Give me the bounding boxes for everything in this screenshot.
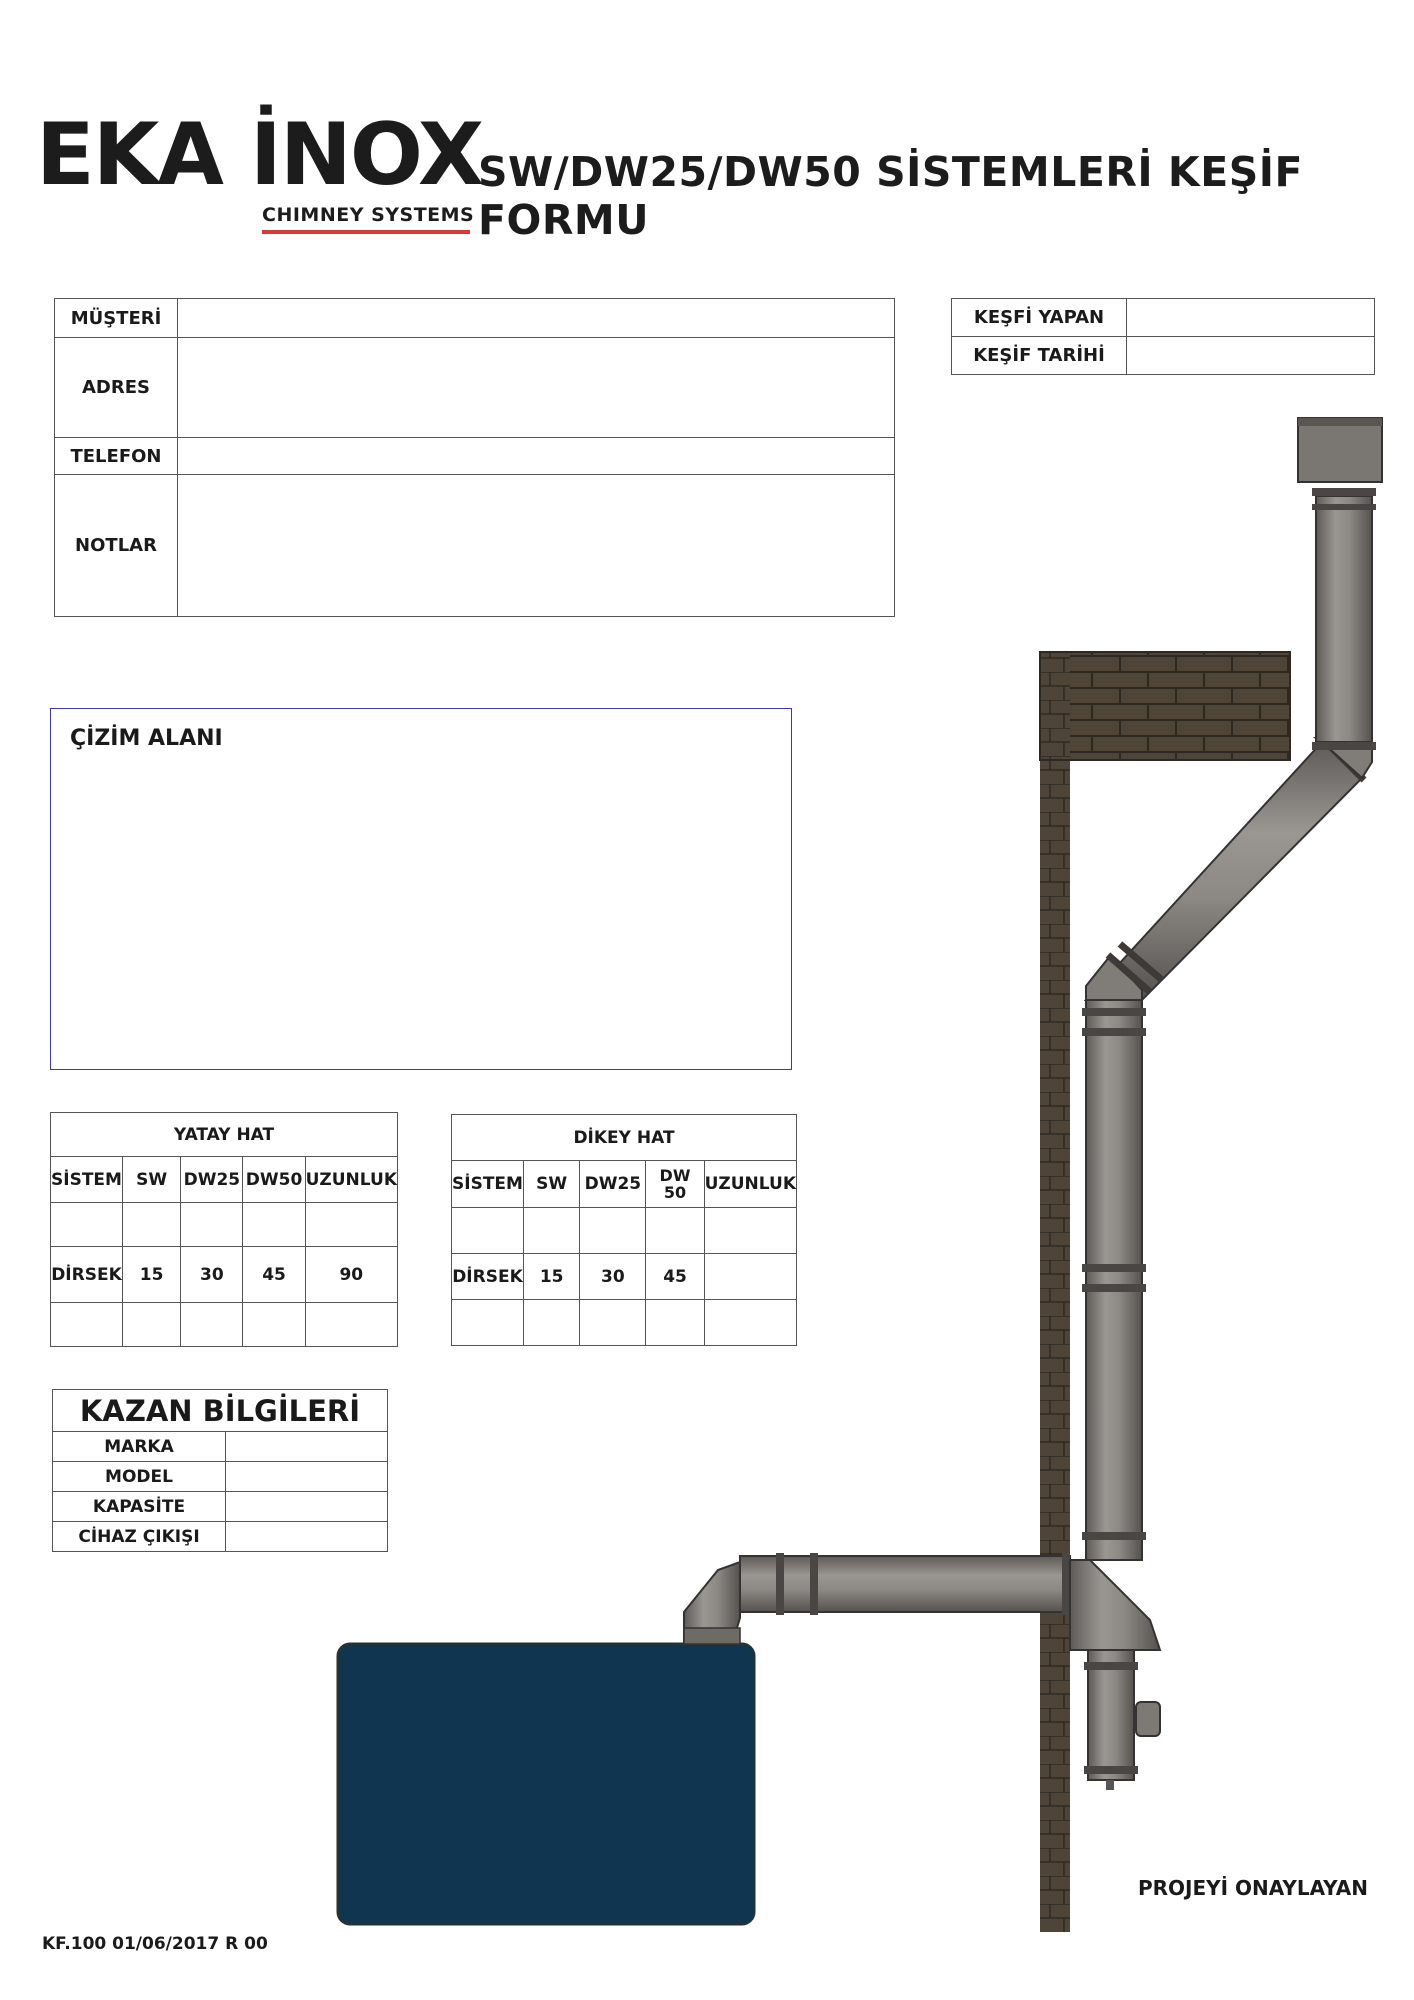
logo-wordmark: EKA İNOX <box>36 105 483 205</box>
address-label: ADRES <box>55 338 178 438</box>
boiler-unit <box>338 1644 754 1924</box>
phone-label: TELEFON <box>55 438 178 475</box>
boiler-caption: KAZAN BİLGİLERİ <box>53 1390 388 1432</box>
drawing-area-label: ÇİZİM ALANI <box>70 726 223 751</box>
horizontal-elbow-value[interactable]: 30 <box>181 1247 243 1303</box>
survey-date-label: KEŞİF TARİHİ <box>952 337 1127 375</box>
vertical-elbow-value[interactable]: 30 <box>580 1254 646 1300</box>
chimney-top <box>1298 418 1382 750</box>
horizontal-elbow-value[interactable]: 15 <box>122 1247 180 1303</box>
horizontal-header: DW50 <box>243 1157 305 1203</box>
horizontal-flue-pipe <box>740 1553 1070 1615</box>
vertical-header: SW <box>523 1161 579 1208</box>
horizontal-header: SW <box>122 1157 180 1203</box>
customer-label: MÜŞTERİ <box>55 299 178 338</box>
horizontal-header: DW25 <box>181 1157 243 1203</box>
approval-label: PROJEYİ ONAYLAYAN <box>1138 1876 1368 1900</box>
horizontal-elbow-value[interactable]: 45 <box>243 1247 305 1303</box>
vertical-elbow-label: DİRSEK <box>452 1254 524 1300</box>
vertical-flue-pipe <box>1082 1000 1146 1560</box>
vertical-header: UZUNLUK <box>704 1161 796 1208</box>
brand-label: MARKA <box>53 1432 226 1462</box>
vertical-header: DW 50 <box>646 1161 704 1208</box>
horizontal-caption: YATAY HAT <box>51 1113 398 1157</box>
form-title: SW/DW25/DW50 SİSTEMLERİ KEŞİF FORMU <box>478 148 1303 244</box>
logo-tagline: CHIMNEY SYSTEMS <box>262 204 475 226</box>
vertical-header: SİSTEM <box>452 1161 524 1208</box>
horizontal-elbow-label: DİRSEK <box>51 1247 123 1303</box>
model-label: MODEL <box>53 1462 226 1492</box>
vertical-elbow-value[interactable]: 45 <box>646 1254 704 1300</box>
device-outlet-label: CİHAZ ÇIKIŞI <box>53 1522 226 1552</box>
horizontal-elbow-value[interactable]: 90 <box>305 1247 397 1303</box>
vertical-elbow-value[interactable]: 15 <box>523 1254 579 1300</box>
notes-label: NOTLAR <box>55 475 178 617</box>
vertical-caption: DİKEY HAT <box>452 1115 797 1161</box>
horizontal-header: UZUNLUK <box>305 1157 397 1203</box>
document-code: KF.100 01/06/2017 R 00 <box>42 1934 268 1954</box>
capacity-label: KAPASİTE <box>53 1492 226 1522</box>
horizontal-header: SİSTEM <box>51 1157 123 1203</box>
vertical-header: DW25 <box>580 1161 646 1208</box>
surveyor-label: KEŞFİ YAPAN <box>952 299 1127 337</box>
